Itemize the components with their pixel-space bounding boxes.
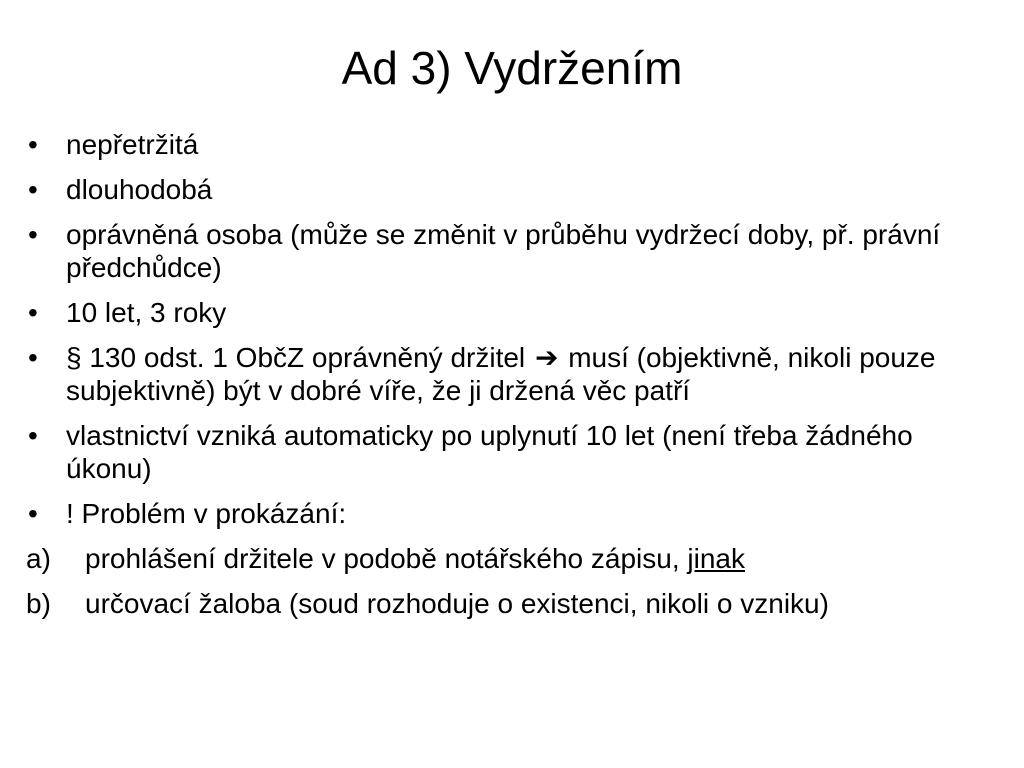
sub-item-a: [26, 542, 986, 575]
bullet-text: oprávněná osoba (může se změnit v průběhu vydržecí doby, př. právní předchůdce): [66, 219, 941, 283]
bullet-item: [26, 497, 986, 530]
bullet-marker: •: [28, 498, 38, 529]
bullet-marker: •: [28, 174, 38, 205]
underlined-text: jinak: [687, 543, 745, 574]
bullet-item: [26, 218, 986, 284]
right-arrow-icon: ➔: [534, 342, 559, 373]
bullet-marker: •: [28, 129, 38, 160]
bullet-text: 10 let, 3 roky: [66, 297, 227, 328]
bullet-text: dlouhodobá: [66, 174, 213, 205]
bullet-marker: •: [28, 219, 38, 250]
bullet-text: nepřetržitá: [66, 129, 199, 160]
bullet-text: vlastnictví vzniká automaticky po uplynutí 10 let (není třeba žádného úkonu): [66, 420, 913, 484]
sub-item-marker: b): [26, 588, 51, 619]
sub-item-b: [26, 587, 986, 620]
sub-item-marker: a): [26, 543, 51, 574]
bullet-marker: •: [28, 297, 38, 328]
bullet-marker: •: [28, 342, 38, 373]
bullet-item: [26, 419, 986, 485]
sub-item-text-main: prohlášení držitele v podobě notářského zápisu,: [85, 543, 688, 574]
bullet-item: [26, 296, 986, 329]
bullet-item: [26, 128, 986, 161]
bullet-text: ! Problém v prokázání:: [66, 498, 347, 529]
bullet-item: [26, 341, 986, 407]
bullet-item: [26, 173, 986, 206]
bullet-text-after-arrow: musí (objektivně, nikoli pouze subjektivně) být v dobré víře, že ji držená věc patří: [66, 342, 936, 406]
sub-item-text: určovací žaloba (soud rozhoduje o existenci, nikoli o vzniku): [85, 588, 829, 619]
sub-item-text: [85, 543, 745, 574]
bullet-text-before-arrow: § 130 odst. 1 ObčZ oprávněný držitel: [66, 342, 526, 373]
slide-title: Ad 3) Vydržením: [341, 42, 683, 94]
slide-content: [26, 128, 986, 632]
bullet-marker: •: [28, 420, 38, 451]
bullet-text: [66, 342, 935, 406]
